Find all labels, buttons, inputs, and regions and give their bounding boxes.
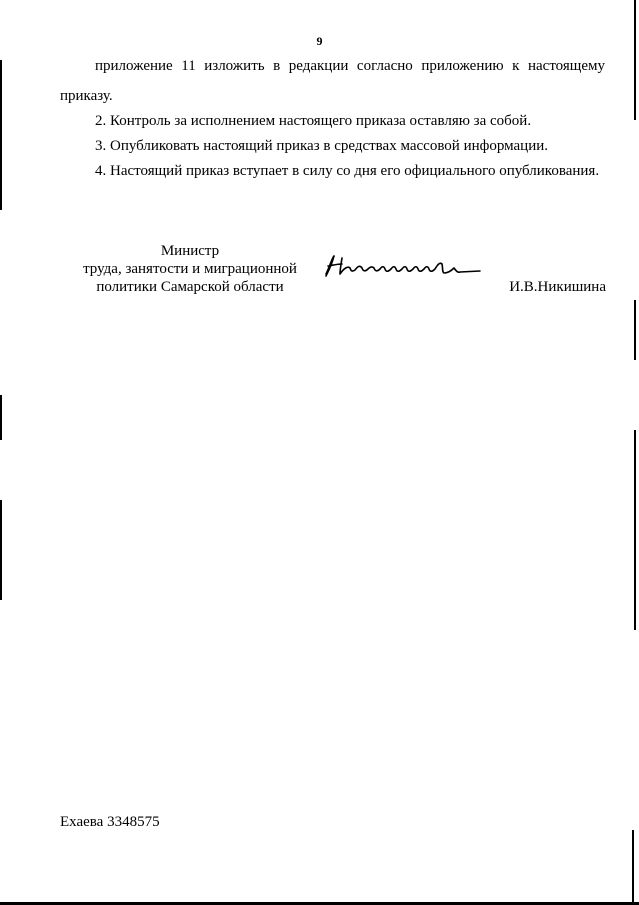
position-line-1: Министр	[160, 243, 220, 259]
position-line-3: политики Самарской области	[96, 279, 284, 295]
list-item-3: 3. Опубликовать настоящий приказ в средствах массовой информации.	[95, 138, 549, 154]
paragraph-1-line-2: приказу.	[60, 88, 113, 104]
list-item-4: 4. Настоящий приказ вступает в силу со дня его официального опубликования.	[95, 163, 600, 179]
scan-edge-left-low	[0, 500, 2, 600]
signer-name: И.В.Никишина	[509, 279, 606, 295]
list-item-2: 2. Контроль за исполнением настоящего приказа оставляю за собой.	[95, 113, 532, 129]
position-line-2: труда, занятости и миграционной	[83, 261, 297, 277]
page-number: 9	[316, 34, 323, 48]
scan-edge-right-top	[634, 0, 636, 120]
executor-contact: Ехаева 3348575	[60, 814, 160, 830]
paragraph-1-line-1: приложение 11 изложить в редакции согласно приложению к настоящему	[95, 58, 605, 74]
signatory-position	[70, 242, 310, 296]
handwritten-signature	[322, 252, 482, 282]
scan-edge-right-mid	[634, 300, 636, 360]
scan-edge-right-low	[634, 430, 636, 630]
scan-edge-right-bottom	[632, 830, 634, 905]
scan-edge-left-top	[0, 60, 2, 210]
scan-edge-left-mid	[0, 395, 2, 440]
